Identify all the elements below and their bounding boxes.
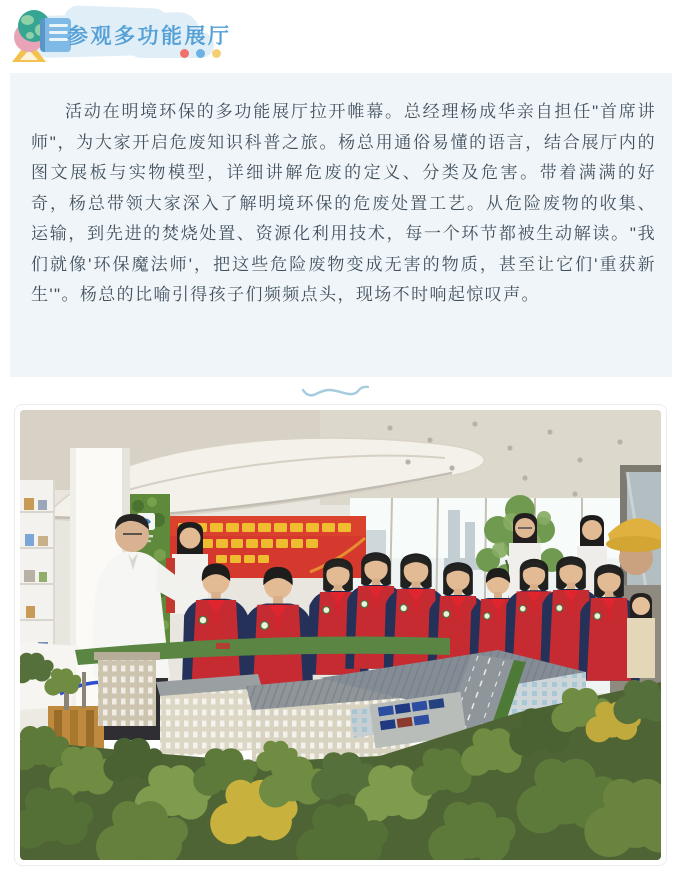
dot-blue [196, 49, 205, 58]
section-title: 参观多功能展厅 [67, 25, 232, 48]
exhibition-photo-card[interactable] [14, 404, 667, 866]
exhibition-photo [20, 410, 661, 860]
section-header [0, 0, 681, 73]
decorative-dots [180, 49, 221, 58]
dot-yellow [212, 49, 221, 58]
article-paragraph-text: 活动在明境环保的多功能展厅拉开帷幕。总经理杨成华亲自担任"首席讲师"，为大家开启危废知识科普之旅。杨总用通俗易懂的语言，结合展厅内的图文展板与实物模型，详细讲解危废的定义、分类及危害。带着满满的好奇，杨总带领大家深入了解明境环保的危废处置工艺。从危险废物的收集、运输，到先进的焚烧处置、资源化利用技术，每一个环节都被生动解读。"我们就像'环保魔法师'，把这些危险废物变成无害的物质，甚至让它们'重获新生'"。杨总的比喻引得孩子们频频点头，现场不时响起惊叹声。 [31, 102, 656, 304]
article-paragraph-block [10, 73, 672, 377]
study-icons-cluster [10, 8, 68, 64]
model-tall-building [94, 652, 160, 726]
dot-red [180, 49, 189, 58]
wave-divider [300, 380, 380, 400]
young-child [627, 593, 655, 678]
